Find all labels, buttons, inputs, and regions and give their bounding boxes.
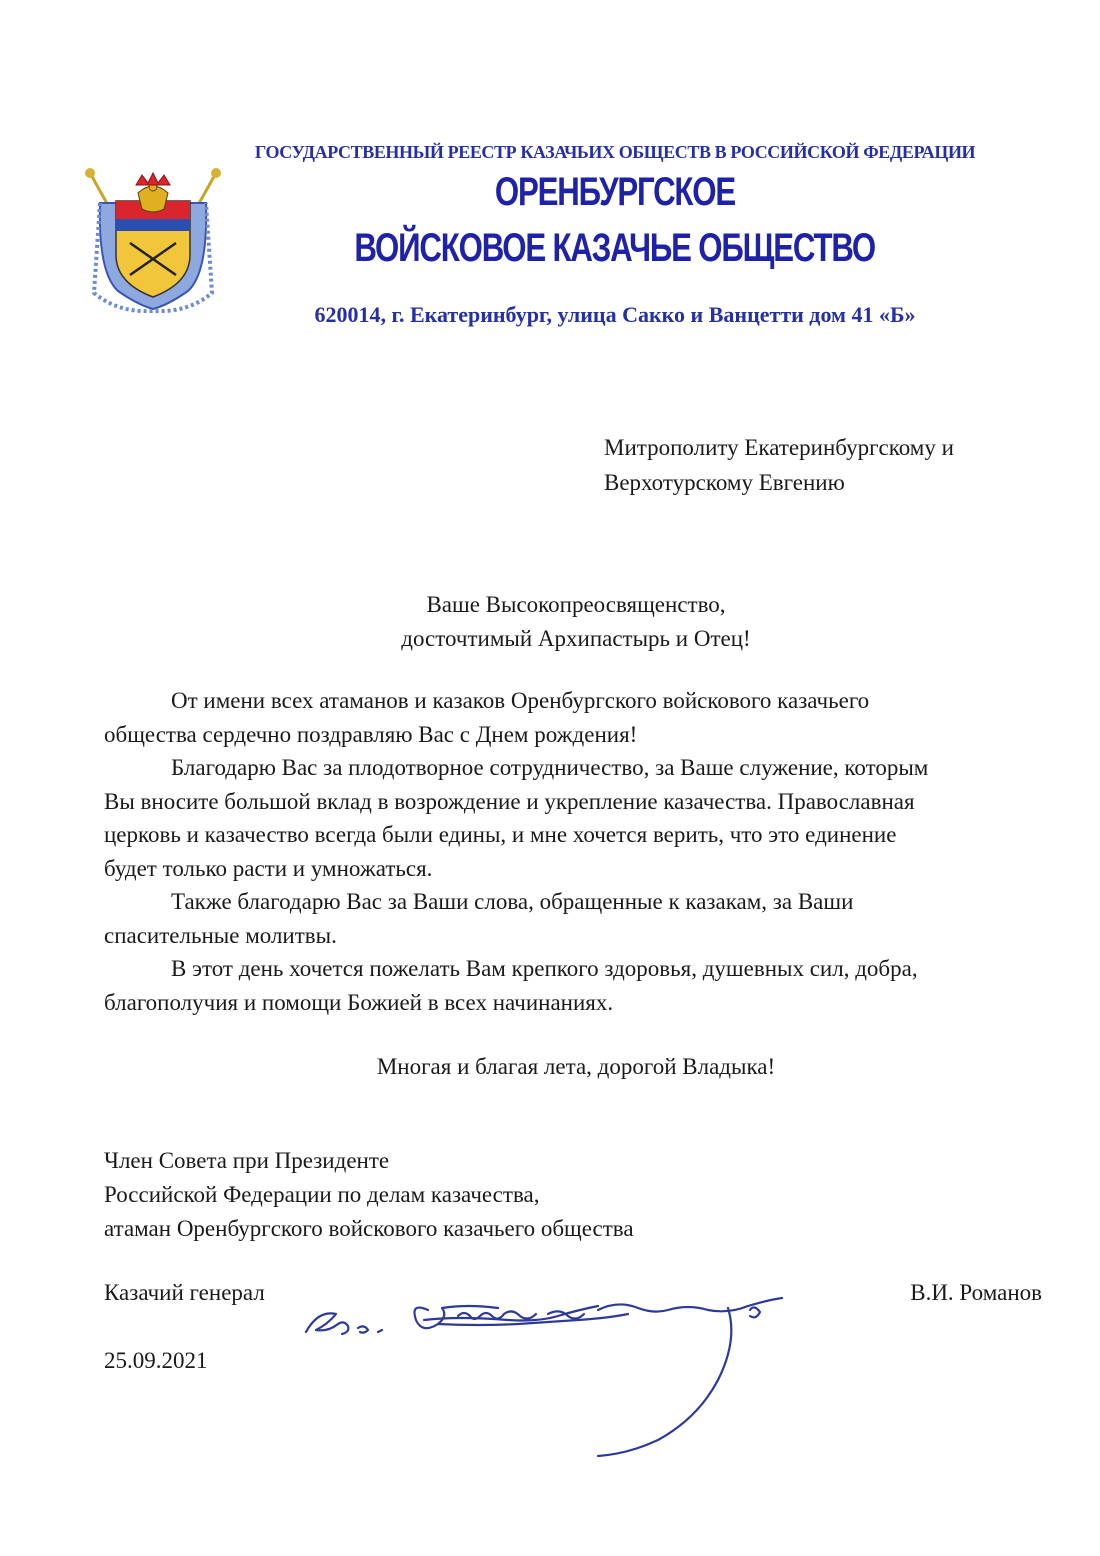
cossack-coat-of-arms-icon <box>78 163 228 313</box>
signatory-rank: Казачий генерал <box>104 1280 265 1305</box>
salutation-line: Ваше Высокопреосвященство, <box>426 592 726 617</box>
recipient-line: Верхотурскому Евгению <box>604 470 845 495</box>
body-paragraph: От имени всех атаманов и казаков Оренбургского войскового казачьего общества сердечно поздравляю Вас с Днем рождения! <box>104 688 870 747</box>
recipient-line: Митрополиту Екатеринбургскому и <box>604 435 954 460</box>
org-title-line1: ОРЕНБУРГСКОЕ <box>494 170 736 214</box>
body-paragraph: Благодарю Вас за плодотворное сотрудничество, за Ваше служение, которым Вы вносите большой вклад в возрождение и укрепление казачества. Православная церковь и казачество всегда были едины, и мне хочется верить, что это единение будет только расти и умножаться. <box>104 755 929 881</box>
body-paragraph: В этот день хочется пожелать Вам крепкого здоровья, душевных сил, добра, благополучия и помощи Божией в всех начинаниях. <box>104 956 918 1015</box>
position-line: Член Совета при Президенте <box>104 1148 390 1173</box>
recipient-block <box>604 430 954 500</box>
body-paragraph: Также благодарю Вас за Ваши слова, обращенные к казакам, за Ваши спасительные молитвы. <box>104 889 854 948</box>
salutation-line: досточтимый Архипастырь и Отец! <box>401 626 751 651</box>
signatory-position <box>104 1144 634 1246</box>
closing-line: Многая и благая лета, дорогой Владыка! <box>376 1054 776 1079</box>
org-address: 620014, г. Екатеринбург, улица Сакко и Ванцетти дом 41 «Б» <box>314 302 916 327</box>
position-line: Российской Федерации по делам казачества, <box>104 1182 540 1207</box>
registry-heading: ГОСУДАРСТВЕННЫЙ РЕЕСТР КАЗАЧЬИХ ОБЩЕСТВ В РОССИЙСКОЙ ФЕДЕРАЦИИ <box>254 142 976 162</box>
salutation <box>104 588 1048 656</box>
letter-body <box>104 684 1048 1019</box>
position-line: атаман Оренбургского войскового казачьего общества <box>104 1216 634 1241</box>
handwritten-signature-icon <box>298 1280 798 1460</box>
letter-date: 25.09.2021 <box>104 1348 208 1373</box>
signatory-name: В.И. Романов <box>910 1280 1042 1305</box>
org-title-line2: ВОЙСКОВОЕ КАЗАЧЬЕ ОБЩЕСТВО <box>354 226 876 270</box>
